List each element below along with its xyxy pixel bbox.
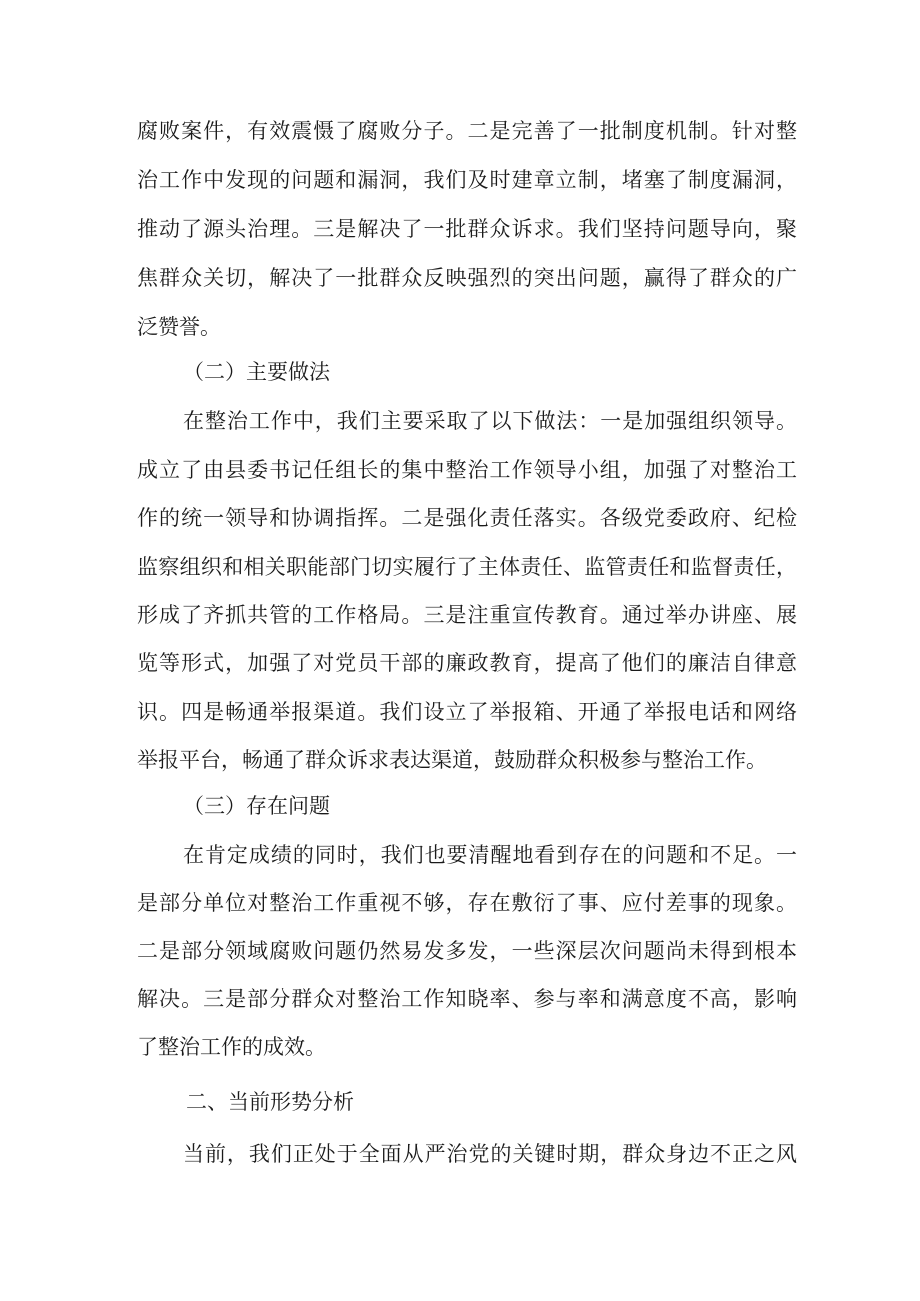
paragraph-line: 焦群众关切，解决了一批群众反映强烈的突出问题，赢得了群众的广 [137,266,797,290]
paragraph-line: 在肯定成绩的同时，我们也要清醒地看到存在的问题和不足。一 [183,843,797,867]
paragraph-line: 监察组织和相关职能部门切实履行了主体责任、监管责任和监督责任， [137,555,797,579]
paragraph-line: 作的统一领导和协调指挥。二是强化责任落实。各级党委政府、纪检 [137,506,797,530]
paragraph-line: 是部分单位对整治工作重视不够，存在敷衍了事、应付差事的现象。 [137,891,797,915]
paragraph-line: 识。四是畅通举报渠道。我们设立了举报箱、开通了举报电话和网络 [137,700,797,724]
paragraph-line: 泛赞誉。 [137,315,221,339]
paragraph-line: 形成了齐抓共管的工作格局。三是注重宣传教育。通过举办讲座、展 [137,603,797,627]
paragraph-line: 在整治工作中，我们主要采取了以下做法：一是加强组织领导。 [183,409,797,433]
paragraph-line: 治工作中发现的问题和漏洞，我们及时建章立制，堵塞了制度漏洞， [137,168,797,192]
paragraph-line: 二是部分领域腐败问题仍然易发多发，一些深层次问题尚未得到根本 [137,939,797,963]
paragraph-line: 当前，我们正处于全面从严治党的关键时期，群众身边不正之风 [183,1142,797,1166]
paragraph-line: 举报平台，畅通了群众诉求表达渠道，鼓励群众积极参与整治工作。 [137,748,767,772]
paragraph-line: 解决。三是部分群众对整治工作知晓率、参与率和满意度不高，影响 [137,987,797,1011]
section-heading: （三）存在问题 [183,794,330,818]
section-heading: 二、当前形势分析 [186,1090,354,1114]
paragraph-line: 成立了由县委书记任组长的集中整治工作领导小组，加强了对整治工 [137,458,797,482]
section-heading: （二）主要做法 [183,360,330,384]
paragraph-line: 览等形式，加强了对党员干部的廉政教育，提高了他们的廉洁自律意 [137,651,797,675]
paragraph-line: 腐败案件，有效震慑了腐败分子。二是完善了一批制度机制。针对整 [137,119,797,143]
paragraph-line: 了整治工作的成效。 [137,1035,326,1059]
paragraph-line: 推动了源头治理。三是解决了一批群众诉求。我们坚持问题导向，聚 [137,217,797,241]
